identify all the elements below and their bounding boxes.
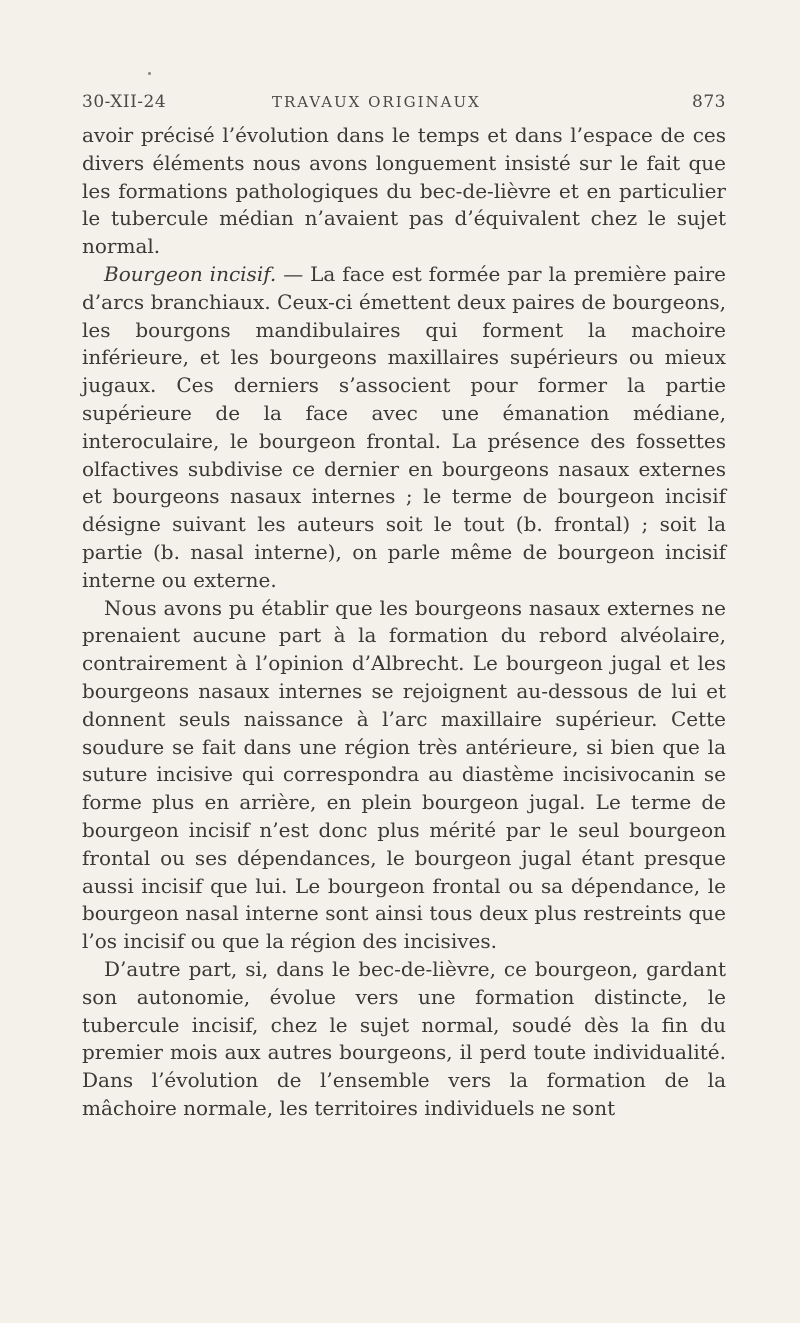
paragraph-text: avoir précisé l’évolution dans le temps et dans l’espace de ces divers éléments nous avons longuement insisté sur le fait que les formations pathologiques du bec-de-lièvre et en particulier le tubercule médian n’avaient pas d’équivalent chez le sujet normal. — [82, 123, 726, 259]
paragraph-autonomy — [82, 956, 726, 1123]
paragraph-text: — La face est formée par la première paire d’arcs branchiaux. Ceux-ci émettent deux paires de bourgeons, les bourgons mandibulaires qui forment la machoire inférieure, et les bourgeons maxillaires supérieurs ou mieux jugaux. Ces derniers s’associent pour former la partie supérieure de la face avec une émanation médiane, interoculaire, le bourgeon frontal. La présence des fossettes olfactives subdivise ce dernier en bourgeons nasaux externes et bourgeons nasaux internes ; le terme de bourgeon incisif désigne suivant les auteurs soit le tout (b. frontal) ; soit la partie (b. nasal interne), on parle même de bourgeon incisif interne ou externe. — [82, 261, 726, 592]
paragraph-bourgeon-incisif — [82, 261, 726, 595]
header-section-title: TRAVAUX ORIGINAUX — [272, 93, 481, 111]
header-date: 30-XII-24 — [82, 92, 167, 112]
paragraph-nasal-buds — [82, 595, 726, 956]
running-head — [82, 92, 726, 122]
paragraph-text: Nous avons pu établir que les bourgeons nasaux externes ne prenaient aucune part à la formation du rebord alvéolaire, contrairement à l’opinion d’Albrecht. Le bourgeon jugal et les bourgeons nasaux internes se rejoignent au-dessous de lui et donnent seuls naissance à l’arc maxillaire supérieur. Cette soudure se fait dans une région très antérieure, si bien que la suture incisive qui correspondra au diastème incisivocanin se forme plus en arrière, en plein bourgeon jugal. Le terme de bourgeon incisif n’est donc plus mérité par le seul bourgeon frontal ou ses dépendances, le bourgeon jugal étant presque aussi incisif que lui. Le bourgeon frontal ou sa dépendance, le bourgeon nasal interne sont ainsi tous deux plus restreints que l’os incisif ou que la région des incisives. — [82, 595, 726, 954]
page-number: 873 — [692, 92, 726, 112]
book-page — [82, 92, 726, 1123]
run-in-heading: Bourgeon incisif. — [104, 261, 277, 286]
print-speck — [148, 72, 151, 75]
paragraph-continuation — [82, 122, 726, 261]
paragraph-text: D’autre part, si, dans le bec-de-lièvre, ce bourgeon, gardant son autonomie, évolue vers une formation distincte, le tubercule incisif, chez le sujet normal, soudé dès la fin du premier mois aux autres bourgeons, il perd toute individualité. Dans l’évolution de l’ensemble vers la formation de la mâchoire normale, les territoires individuels ne sont — [82, 956, 726, 1120]
body-text — [82, 122, 726, 1123]
